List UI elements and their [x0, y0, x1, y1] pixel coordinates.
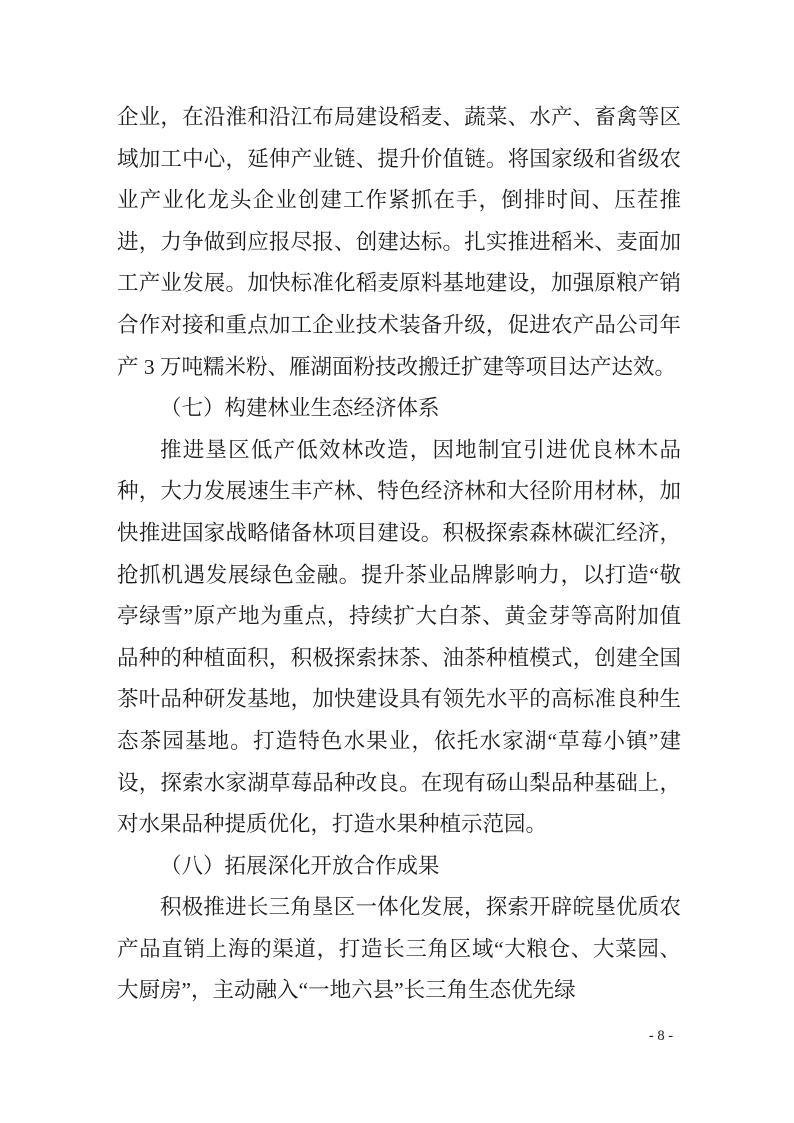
paragraph-section-7: 推进垦区低产低效林改造，因地制宜引进优良林木品种，大力发展速生丰产林、特色经济林和大径阶用材林，加快推进国家战略储备林项目建设。积极探索森林碳汇经济，抢抓机遇发展绿色金融。提升茶业品牌影响力，以打造“敬亭绿雪”原产地为重点，持续扩大白茶、黄金芽等高附加值品种的种植面积，积极探索抹茶、油茶种植模式，创建全国茶叶品种研发基地，加快建设具有领先水平的高标准良种生态茶园基地。打造特色水果业，依托水家湖“草莓小镇”建设，探索水家湖草莓品种改良。在现有砀山梨品种基础上，对水果品种提质优化，打造水果种植示范园。	[117, 437, 681, 837]
document-body	[117, 97, 681, 1012]
section-heading-8: （八）拓展深化开放合作成果	[160, 853, 440, 878]
paragraph-continued: 企业，在沿淮和沿江布局建设稻麦、蔬菜、水产、畜禽等区域加工中心，延伸产业链、提升价值链。将国家级和省级农业产业化龙头企业创建工作紧抓在手，倒排时间、压茬推进，力争做到应报尽报、创建达标。扎实推进稻米、麦面加工产业发展。加快标准化稻麦原料基地建设，加强原粮产销合作对接和重点加工企业技术装备升级，促进农产品公司年产 3 万吨糯米粉、雁湖面粉技改搬迁扩建等项目达产达效。	[117, 105, 681, 379]
paragraph-section-8: 积极推进长三角垦区一体化发展，探索开辟皖垦优质农产品直销上海的渠道，打造长三角区域“大粮仓、大菜园、大厨房”，主动融入“一地六县”长三角生态优先绿	[117, 895, 681, 1003]
page-number: - 8 -	[648, 1028, 674, 1044]
section-heading-7: （七）构建林业生态经济体系	[160, 396, 440, 421]
